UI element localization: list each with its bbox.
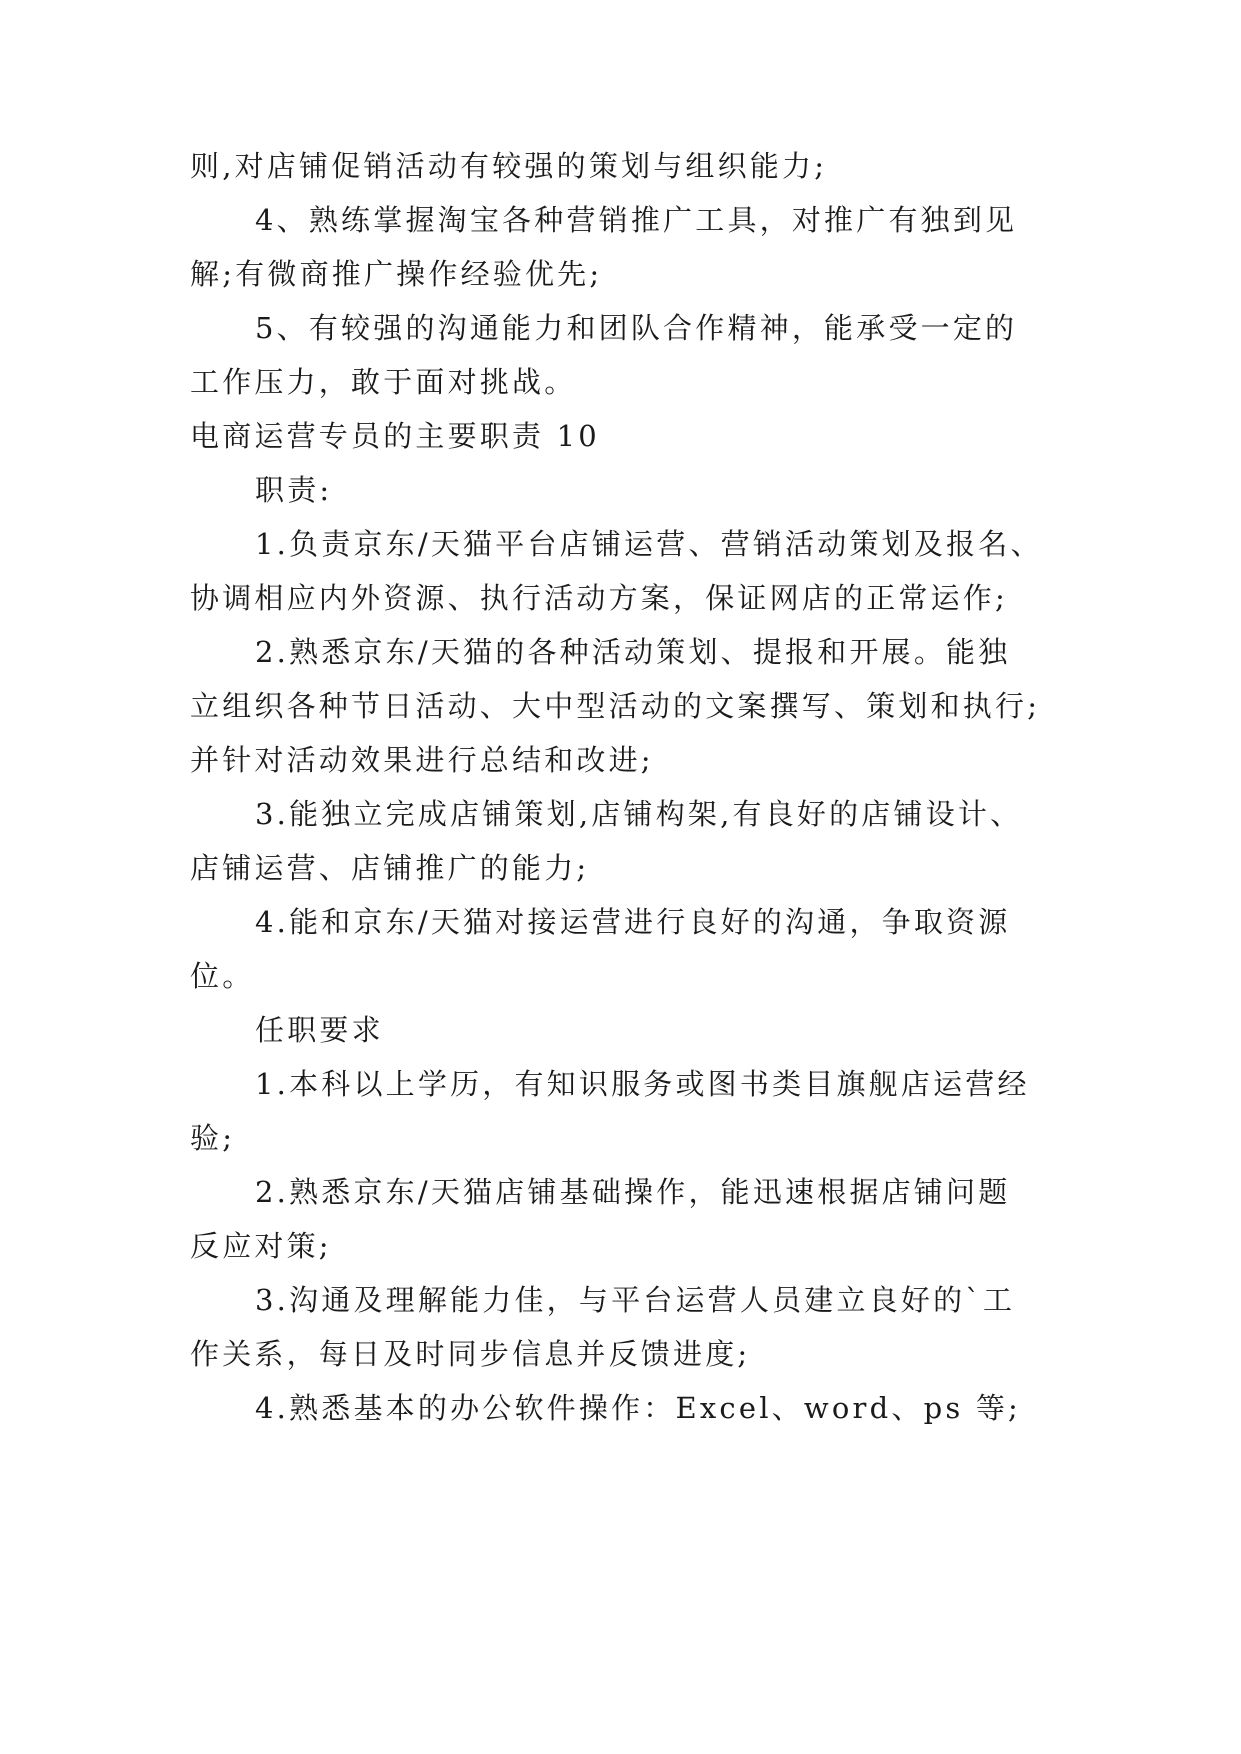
text-line: 3.沟通及理解能力佳，与平台运营人员建立良好的`工 [255,1283,1016,1317]
text-line: 4、熟练掌握淘宝各种营销推广工具，对推广有独到见 [255,203,1018,237]
text-line: 作关系，每日及时同步信息并反馈进度; [190,1337,751,1371]
text-line: 解;有微商推广操作经验优先; [190,257,603,291]
text-line: 位。 [190,959,255,993]
text-line: 职责: [255,473,333,507]
text-line: 4.熟悉基本的办公软件操作：Excel、word、ps 等; [255,1391,1022,1425]
text-line: 1.本科以上学历，有知识服务或图书类目旗舰店运营经 [255,1067,1030,1101]
text-line: 验; [190,1121,236,1155]
text-line: 立组织各种节日活动、大中型活动的文案撰写、策划和执行; [190,689,1041,723]
text-line: 并针对活动效果进行总结和改进; [190,743,654,777]
text-line: 工作压力，敢于面对挑战。 [190,365,577,399]
text-line: 店铺运营、店铺推广的能力; [190,851,590,885]
text-line: 2.熟悉京东/天猫店铺基础操作，能迅速根据店铺问题 [255,1175,1011,1209]
text-line: 任职要求 [255,1013,384,1047]
text-line: 3.能独立完成店铺策划,店铺构架,有良好的店铺设计、 [255,797,1023,831]
text-line: 则,对店铺促销活动有较强的策划与组织能力; [190,149,828,183]
text-line: 反应对策; [190,1229,332,1263]
text-line: 2.熟悉京东/天猫的各种活动策划、提报和开展。能独 [255,635,1011,669]
section-heading: 电商运营专员的主要职责 10 [190,419,600,453]
text-line: 1.负责京东/天猫平台店铺运营、营销活动策划及报名、 [255,527,1043,561]
text-line: 协调相应内外资源、执行活动方案，保证网店的正常运作; [190,581,1008,615]
text-line: 5、有较强的沟通能力和团队合作精神，能承受一定的 [255,311,1018,345]
text-line: 4.能和京东/天猫对接运营进行良好的沟通，争取资源 [255,905,1011,939]
